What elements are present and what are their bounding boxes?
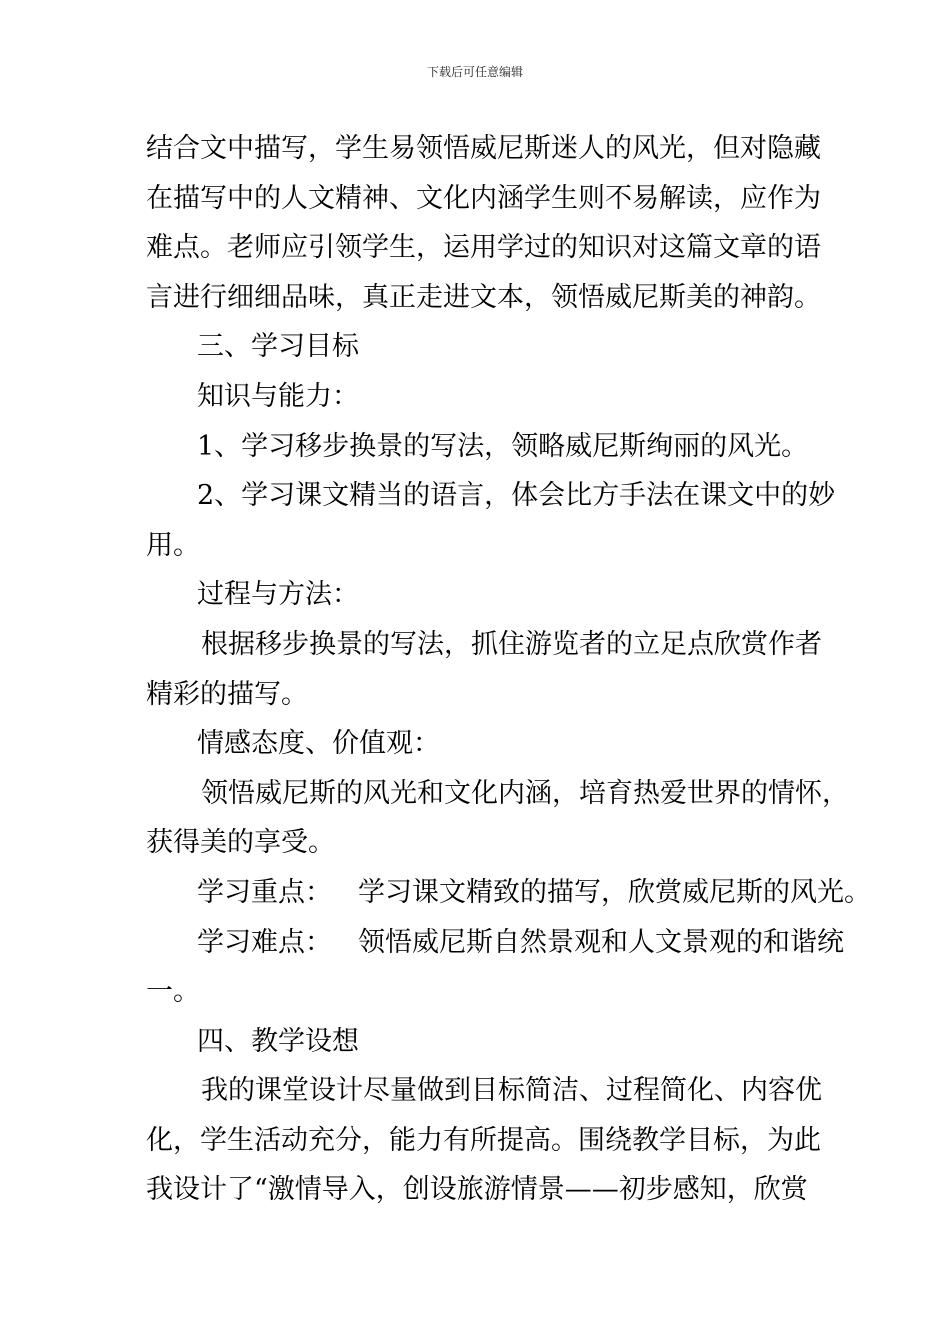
paragraph-line: 领悟威尼斯的风光和文化内涵，培育热爱世界的情怀， xyxy=(201,777,849,809)
difficulty-line xyxy=(146,918,844,968)
subheading: 过程与方法： xyxy=(197,579,359,611)
subheading: 情感态度、价值观： xyxy=(197,728,440,760)
paragraph-line: 言进行细细品味，真正走进文本，领悟威尼斯美的神韵。 xyxy=(146,281,821,313)
objective-item: 2、学习课文精当的语言，体会比方手法在课文中的妙 xyxy=(197,480,836,512)
key-point-line xyxy=(146,868,871,918)
subheading: 知识与能力： xyxy=(197,380,359,412)
paragraph-line: 结合文中描写，学生易领悟威尼斯迷人的风光，但对隐藏 xyxy=(146,133,821,164)
paragraph-line: 化，学生活动充分，能力有所提高。围绕教学目标，为此 xyxy=(146,1124,821,1156)
paragraph-line: 获得美的享受。 xyxy=(146,827,335,859)
section-heading: 四、教学设想 xyxy=(197,1025,359,1057)
paragraph-line: 一。 xyxy=(146,976,200,1008)
paragraph-line: 在描写中的人文精神、文化内涵学生则不易解读，应作为 xyxy=(146,182,821,214)
page-header: 下载后可任意编辑 xyxy=(426,65,523,79)
section-heading: 三、学习目标 xyxy=(197,331,359,363)
paragraph-line: 难点。老师应引领学生，运用学过的知识对这篇文章的语 xyxy=(146,232,821,264)
paragraph-line: 精彩的描写。 xyxy=(146,678,308,710)
key-point-text: 学习课文精致的描写，欣赏威尼斯的风光。 xyxy=(358,876,871,908)
paragraph-line: 根据移步换景的写法，抓住游览者的立足点欣赏作者 xyxy=(201,628,822,660)
key-point-label: 学习重点： xyxy=(197,876,332,908)
document-body xyxy=(146,124,871,1215)
difficulty-label: 学习难点： xyxy=(197,926,332,958)
paragraph-line: 用。 xyxy=(146,529,200,561)
paragraph-line: 我的课堂设计尽量做到目标简洁、过程简化、内容优 xyxy=(201,1075,822,1107)
objective-item: 1、学习移步换景的写法，领略威尼斯绚丽的风光。 xyxy=(197,430,809,462)
difficulty-text: 领悟威尼斯自然景观和人文景观的和谐统 xyxy=(358,926,844,958)
paragraph-line: 我设计了“激情导入，创设旅游情景——初步感知，欣赏 xyxy=(146,1174,808,1206)
